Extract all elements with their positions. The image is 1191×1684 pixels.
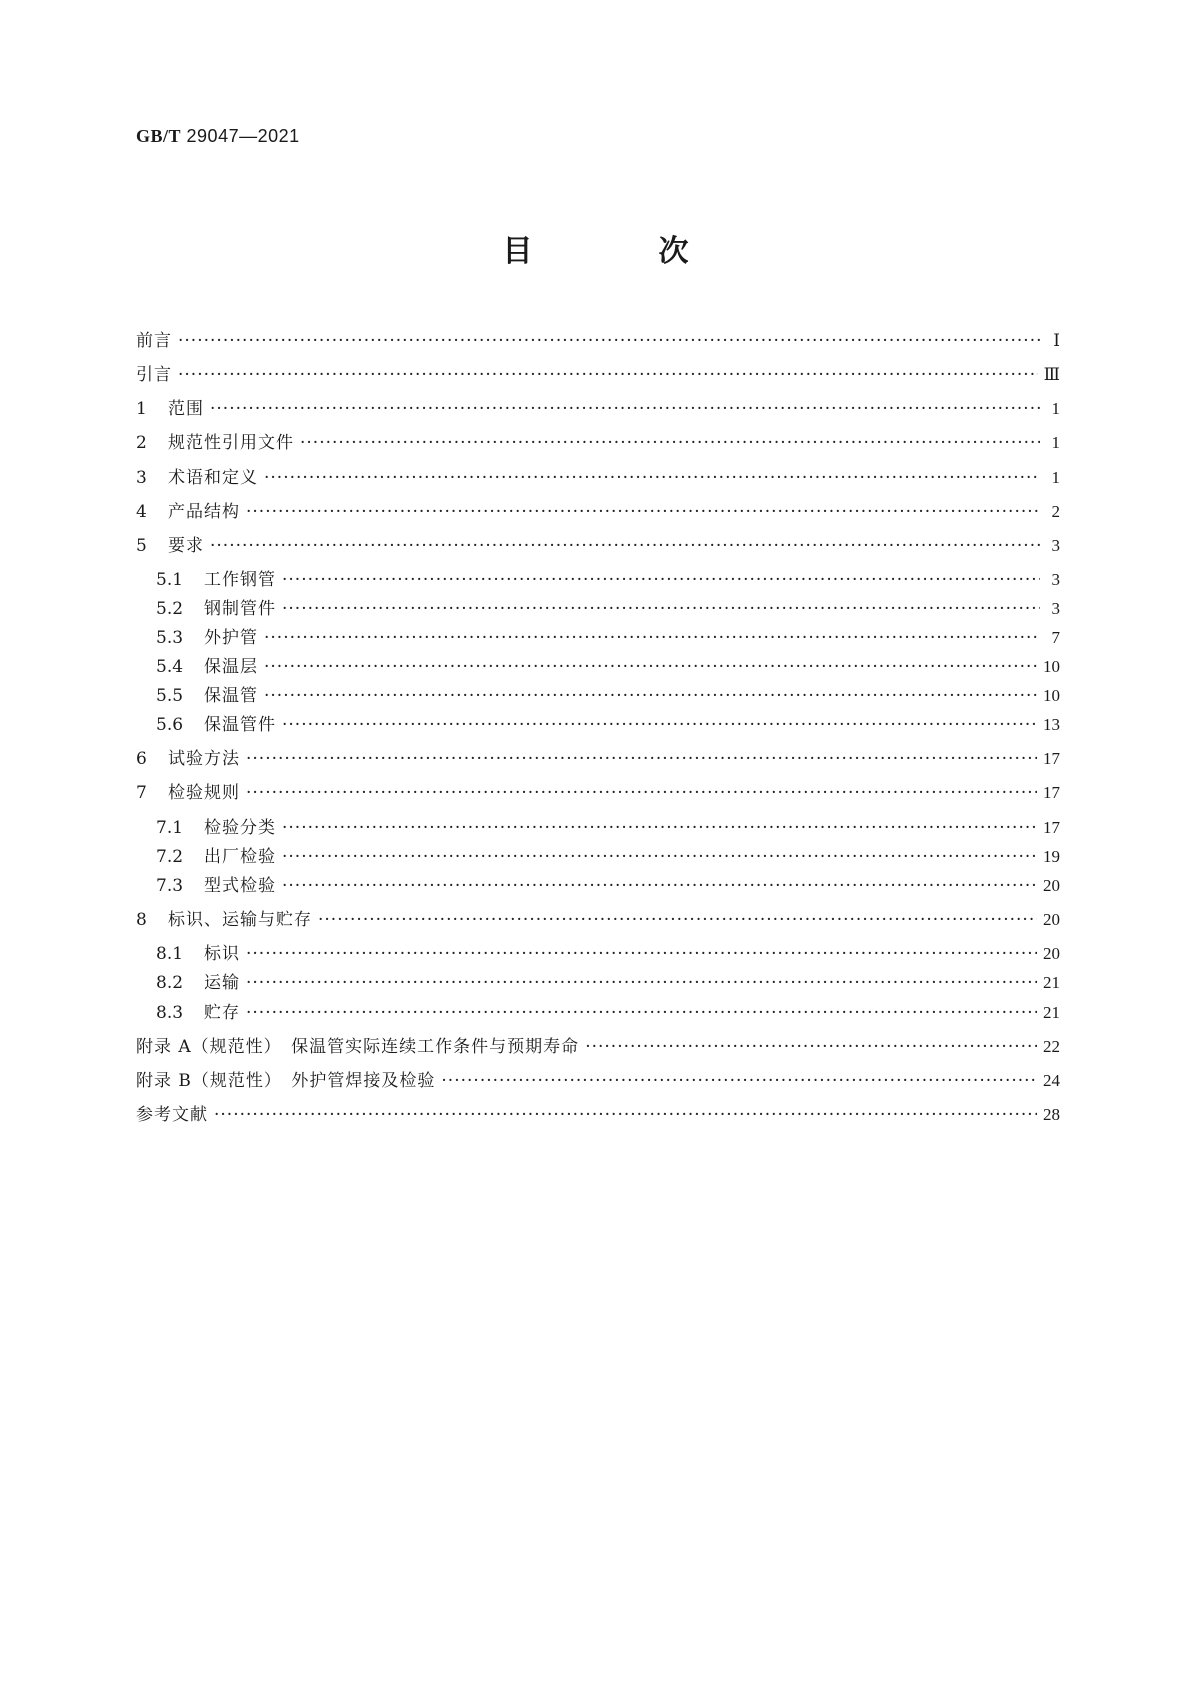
toc-leader-dots: [282, 596, 1040, 622]
toc-title: 目 次: [502, 234, 737, 269]
toc-entry-page: 3: [1051, 570, 1060, 589]
toc-entry-page: 22: [1043, 1037, 1060, 1056]
toc-entry-page: Ⅰ: [1053, 331, 1060, 350]
toc-entry-page: 3: [1051, 599, 1060, 618]
toc-leader-dots: [282, 844, 1037, 870]
toc-leader-dots: [210, 533, 1040, 559]
toc-entry-page: 17: [1043, 749, 1060, 768]
toc-entry-label: 参考文献: [136, 1105, 208, 1125]
toc-leader-dots: [264, 683, 1037, 709]
toc-leader-dots: [210, 396, 1040, 422]
toc-leader-dots: [214, 1102, 1037, 1128]
toc-entry-label: 试验方法: [168, 749, 240, 769]
toc-leader-dots: [282, 567, 1040, 593]
toc-entry-label: 检验规则: [168, 783, 240, 803]
toc-entry-page: 1: [1051, 399, 1060, 418]
toc-entry[interactable]: [156, 567, 1060, 593]
toc-entry[interactable]: [136, 499, 1060, 525]
toc-entry[interactable]: [156, 815, 1060, 841]
toc-entry-number: 5.5: [156, 686, 184, 706]
toc-entry-number: 8.2: [156, 973, 184, 993]
toc-entry-number: 3: [136, 468, 147, 488]
toc-entry-page: 20: [1043, 944, 1060, 963]
toc-entry-number: 5.2: [156, 599, 184, 619]
toc-entry-page: 13: [1043, 715, 1060, 734]
toc-entry-label: 型式检验: [204, 876, 276, 896]
toc-leader-dots: [246, 746, 1037, 772]
toc-leader-dots: [585, 1034, 1037, 1060]
toc-entry-number: 2: [136, 433, 147, 453]
toc-entry-page: 17: [1043, 818, 1060, 837]
toc-entry-page: Ⅲ: [1043, 365, 1060, 384]
toc-leader-dots: [178, 328, 1040, 354]
toc-entry[interactable]: [136, 362, 1060, 388]
toc-entry-page: 21: [1043, 973, 1060, 992]
toc-entry-label: 标识: [204, 944, 240, 964]
toc-entry-label: 检验分类: [204, 818, 276, 838]
toc-entry-number: 7.1: [156, 818, 184, 838]
toc-entry-label: 保温管: [204, 686, 258, 706]
toc-entry-page: 1: [1051, 468, 1060, 487]
toc-entry-label: 范围: [168, 399, 204, 419]
toc-leader-dots: [282, 815, 1037, 841]
toc-leader-dots: [264, 654, 1037, 680]
toc-entry-number: 4: [136, 502, 147, 522]
toc-entry-label: 保温管件: [204, 715, 276, 735]
toc-entry-page: 21: [1043, 1003, 1060, 1022]
toc-leader-dots: [246, 780, 1037, 806]
toc-entry-number: 7.3: [156, 876, 184, 896]
toc-entry-page: 19: [1043, 847, 1060, 866]
toc-entry-label: 贮存: [204, 1003, 240, 1023]
toc-entry-label: 附录 A（规范性） 保温管实际连续工作条件与预期寿命: [136, 1037, 580, 1057]
toc-entry-page: 2: [1051, 502, 1060, 521]
toc-leader-dots: [178, 362, 1038, 388]
standard-number: 29047—2021: [186, 126, 300, 146]
toc-entry[interactable]: [136, 533, 1060, 559]
toc-entry[interactable]: [156, 941, 1060, 967]
toc-entry[interactable]: [136, 1034, 1060, 1060]
standard-code: [136, 126, 300, 147]
toc-leader-dots: [318, 907, 1037, 933]
toc-leader-dots: [282, 712, 1037, 738]
toc-entry-page: 1: [1051, 433, 1060, 452]
toc-entry-page: 20: [1043, 910, 1060, 929]
toc-entry-number: 5.6: [156, 715, 184, 735]
toc-entry-label: 运输: [204, 973, 240, 993]
toc-entry-page: 24: [1043, 1071, 1060, 1090]
toc-leader-dots: [282, 873, 1037, 899]
toc-entry[interactable]: [136, 907, 1060, 933]
toc-entry[interactable]: [156, 1000, 1060, 1026]
toc-entry[interactable]: [156, 712, 1060, 738]
toc-entry[interactable]: [136, 430, 1060, 456]
toc-entry-page: 10: [1043, 657, 1060, 676]
toc-entry-label: 术语和定义: [168, 468, 258, 488]
toc-entry-label: 钢制管件: [204, 599, 276, 619]
toc-entry-number: 6: [136, 749, 147, 769]
toc-entry-number: 7.2: [156, 847, 184, 867]
toc-entry-number: 8.3: [156, 1003, 184, 1023]
toc-entry[interactable]: [136, 1068, 1060, 1094]
toc-entry[interactable]: [156, 625, 1060, 651]
toc-entry[interactable]: [156, 844, 1060, 870]
toc-leader-dots: [246, 1000, 1037, 1026]
toc-entry-label: 引言: [136, 365, 172, 385]
toc-entry-label: 前言: [136, 331, 172, 351]
toc-entry-label: 规范性引用文件: [168, 433, 294, 453]
toc-entry-page: 7: [1051, 628, 1060, 647]
toc-leader-dots: [246, 970, 1037, 996]
toc-entry-page: 20: [1043, 876, 1060, 895]
toc-entry[interactable]: [136, 465, 1060, 491]
toc-leader-dots: [300, 430, 1040, 456]
standard-prefix: GB/T: [136, 126, 182, 146]
toc-entry-number: 5.4: [156, 657, 184, 677]
toc-entry-number: 8: [136, 910, 147, 930]
toc-entry-label: 工作钢管: [204, 570, 276, 590]
toc-leader-dots: [246, 941, 1037, 967]
toc-entry-label: 保温层: [204, 657, 258, 677]
toc-entry-number: 5.1: [156, 570, 184, 590]
toc-entry-label: 产品结构: [168, 502, 240, 522]
toc-entry-label: 出厂检验: [204, 847, 276, 867]
toc-leader-dots: [246, 499, 1040, 525]
toc-entry[interactable]: [136, 328, 1060, 354]
toc-entry-page: 3: [1051, 536, 1060, 555]
toc-entry-number: 1: [136, 399, 147, 419]
toc-entry-number: 7: [136, 783, 147, 803]
toc-entry[interactable]: [136, 746, 1060, 772]
toc-leader-dots: [441, 1068, 1037, 1094]
toc-entry-number: 5: [136, 536, 147, 556]
toc-entry-page: 17: [1043, 783, 1060, 802]
toc-entry-page: 28: [1043, 1105, 1060, 1124]
toc-entry-number: 5.3: [156, 628, 184, 648]
toc-entry-page: 10: [1043, 686, 1060, 705]
toc-entry-label: 附录 B（规范性） 外护管焊接及检验: [136, 1071, 436, 1091]
toc-leader-dots: [264, 625, 1040, 651]
toc-entry[interactable]: [156, 654, 1060, 680]
toc-entry-label: 外护管: [204, 628, 258, 648]
toc-entry[interactable]: [136, 1102, 1060, 1128]
toc-entry[interactable]: [156, 683, 1060, 709]
toc-entry[interactable]: [156, 873, 1060, 899]
toc-entry[interactable]: [136, 396, 1060, 422]
toc-entry[interactable]: [156, 596, 1060, 622]
toc-entry[interactable]: [136, 780, 1060, 806]
toc-entry-number: 8.1: [156, 944, 184, 964]
toc-entry[interactable]: [156, 970, 1060, 996]
toc-entry-label: 要求: [168, 536, 204, 556]
toc-leader-dots: [264, 465, 1040, 491]
toc-entry-label: 标识、运输与贮存: [168, 910, 312, 930]
